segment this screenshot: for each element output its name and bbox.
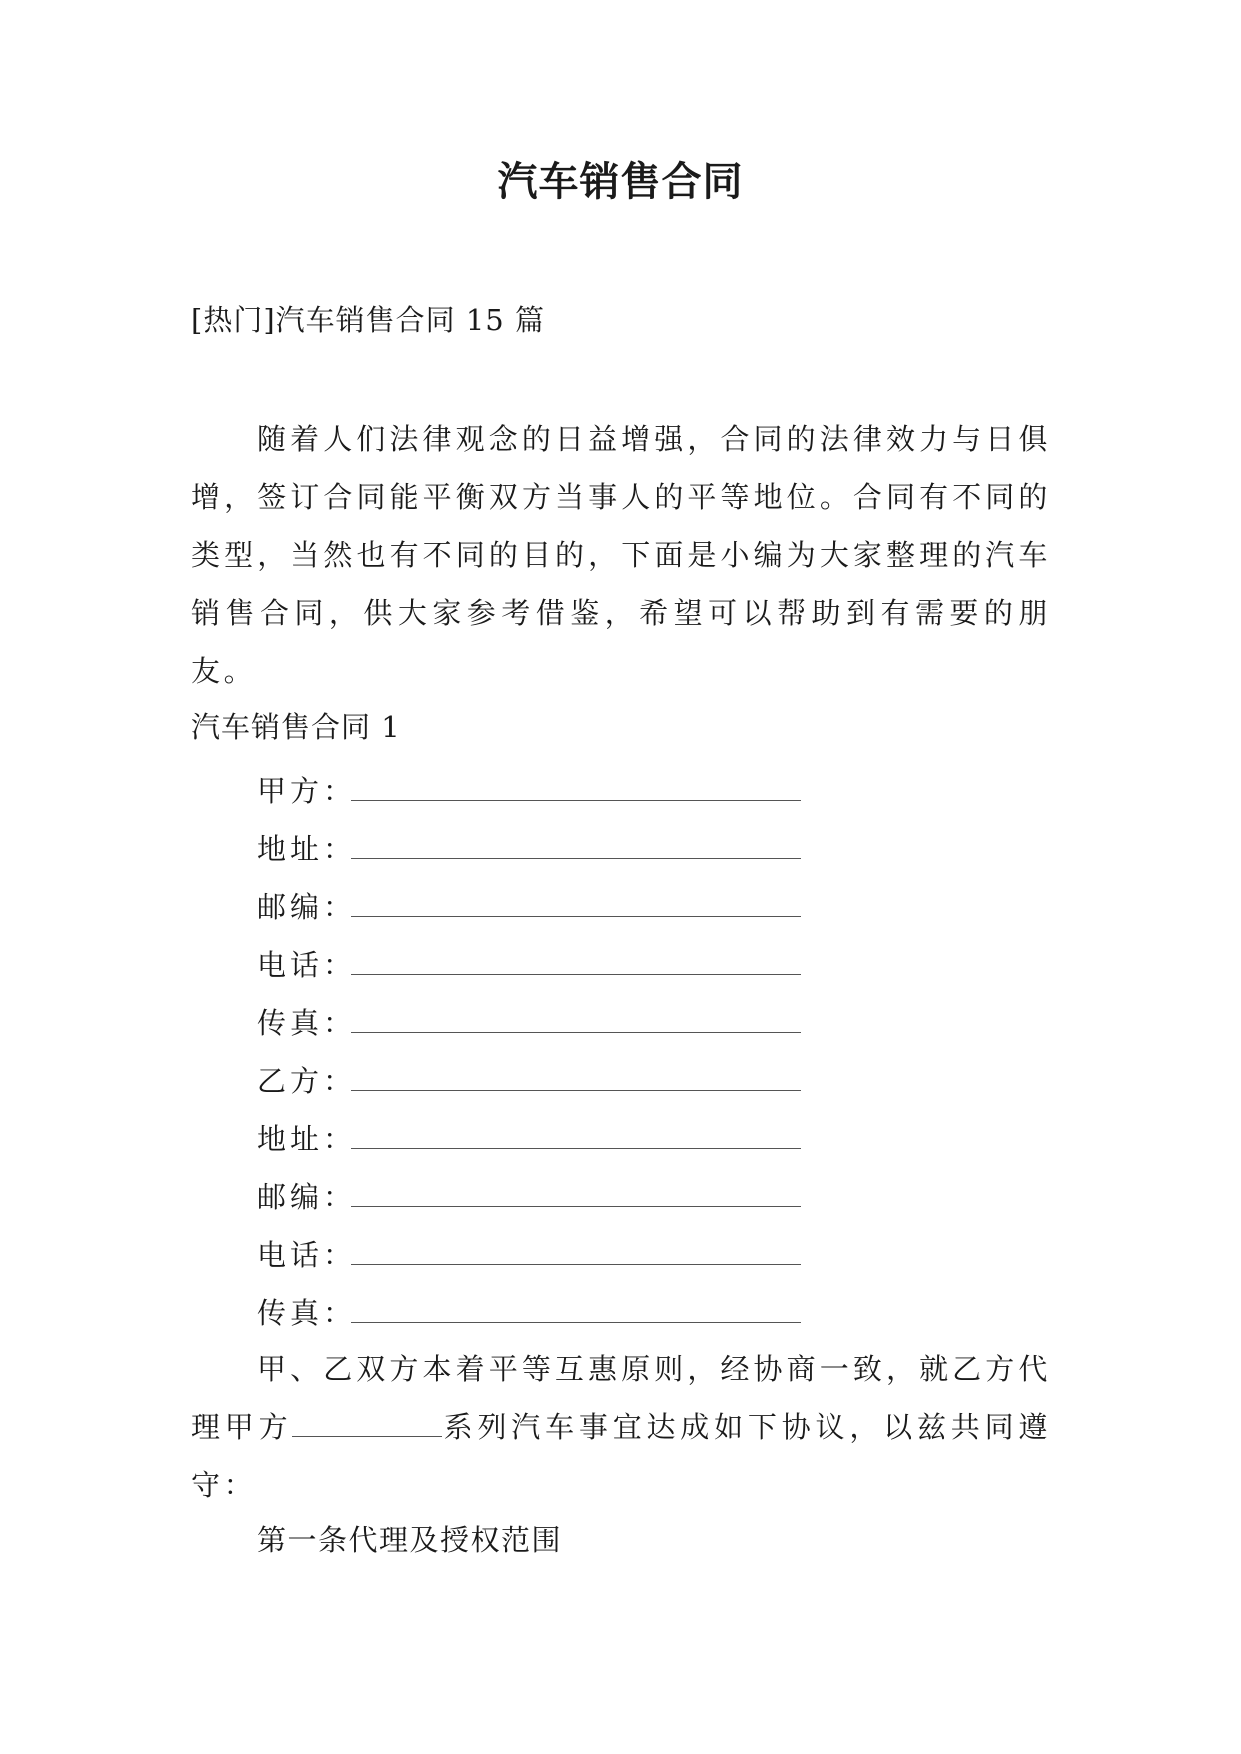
field-label: 地址： xyxy=(257,831,357,866)
field-label: 乙方： xyxy=(257,1063,357,1098)
field-row-party-a-fax xyxy=(257,992,857,1050)
intro-paragraph: 随着人们法律观念的日益增强，合同的法律效力与日俱增，签订合同能平衡双方当事人的平等地位。合同有不同的类型，当然也有不同的目的，下面是小编为大家整理的汽车销售合同，供大家参考借鉴，希望可以帮助到有需要的朋友。 xyxy=(191,422,1051,688)
document-subtitle: [热门]汽车销售合同 15 篇 xyxy=(191,303,545,337)
series-fill-in-blank xyxy=(292,1414,442,1437)
field-row-party-b-postcode xyxy=(257,1166,857,1224)
field-row-party-a-phone xyxy=(257,934,857,992)
fill-in-blank xyxy=(351,1242,801,1265)
fill-in-blank xyxy=(351,1184,801,1207)
field-row-party-b xyxy=(257,1050,857,1108)
field-label: 邮编： xyxy=(257,1179,357,1214)
field-label: 邮编： xyxy=(257,889,357,924)
party-fields xyxy=(257,760,857,1340)
field-row-party-a xyxy=(257,760,857,818)
fill-in-blank xyxy=(351,1068,801,1091)
agreement-text-before-blank: 甲、乙双方本着平等互惠原则，经协商一致，就乙方代理甲方 xyxy=(191,1352,1051,1444)
fill-in-blank xyxy=(351,1010,801,1033)
fill-in-blank xyxy=(351,894,801,917)
fill-in-blank xyxy=(351,1300,801,1323)
field-label: 传真： xyxy=(257,1295,357,1330)
field-label: 电话： xyxy=(257,947,357,982)
field-label: 电话： xyxy=(257,1237,357,1272)
fill-in-blank xyxy=(351,1126,801,1149)
field-row-party-a-postcode xyxy=(257,876,857,934)
fill-in-blank xyxy=(351,952,801,975)
section-heading: 汽车销售合同 1 xyxy=(191,710,401,744)
agreement-paragraph xyxy=(191,1340,1051,1514)
field-row-party-b-address xyxy=(257,1108,857,1166)
agreement-text-after-blank: 系列汽车事宜达成如下协议，以兹共同遵守： xyxy=(191,1410,1051,1502)
fill-in-blank xyxy=(351,836,801,859)
field-label: 甲方： xyxy=(257,773,357,808)
field-row-party-b-fax xyxy=(257,1282,857,1340)
document-title: 汽车销售合同 xyxy=(497,158,744,205)
field-row-party-b-phone xyxy=(257,1224,857,1282)
article-heading: 第一条代理及授权范围 xyxy=(257,1523,563,1557)
field-row-party-a-address xyxy=(257,818,857,876)
field-label: 传真： xyxy=(257,1005,357,1040)
field-label: 地址： xyxy=(257,1121,357,1156)
fill-in-blank xyxy=(351,778,801,801)
